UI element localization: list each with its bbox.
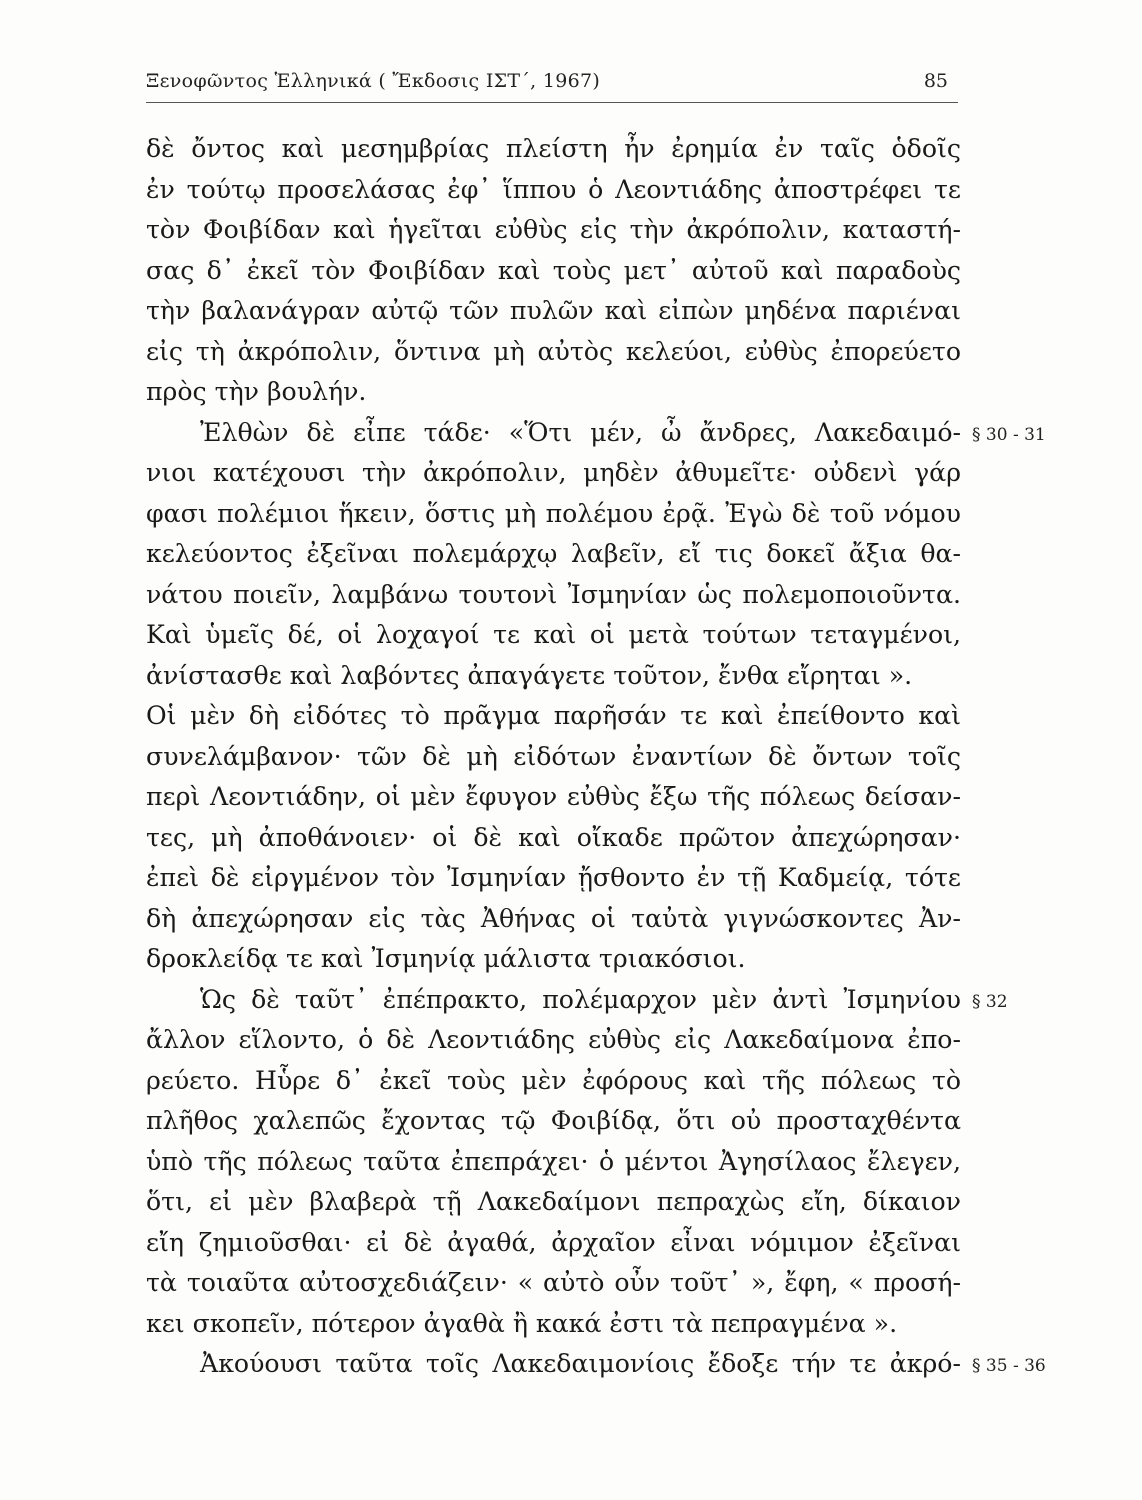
text-line: τὴν βαλανάγραν αὐτῷ τῶν πυλῶν καὶ εἰπὼν μηδένα παριέναι bbox=[146, 296, 961, 325]
text-line: κει σκοπεῖν, πότερον ἀγαθὰ ἢ κακά ἐστι τὰ πεπραγμένα ». bbox=[146, 1308, 898, 1338]
book-title: Ξενοφῶντος Ἑλληνικά ( Ἔκδοσις ΙΣΤ΄, 1967) bbox=[146, 70, 601, 92]
text-line: φασι πολέμιοι ἥκειν, ὅστις μὴ πολέμου ἐρᾷ. Ἐγὼ δὲ τοῦ νόμου bbox=[146, 498, 961, 528]
section-marker: § 30 - 31 bbox=[972, 424, 1046, 445]
text-line: δὲ ὄντος καὶ μεσημβρίας πλείστη ἦν ἐρημία ἐν ταῖς ὁδοῖς bbox=[146, 134, 961, 163]
text-line: νάτου ποιεῖν, λαμβάνω τουτονὶ Ἰσμηνίαν ὡς πολεμοποιοῦντα. bbox=[146, 579, 961, 609]
section-marker: § 35 - 36 bbox=[972, 1356, 1046, 1376]
text-line: σας δ᾽ ἐκεῖ τὸν Φοιβίδαν καὶ τοὺς μετ᾽ αὐτοῦ καὶ παραδοὺς bbox=[146, 255, 961, 285]
page-number: 85 bbox=[923, 70, 948, 92]
text-line: ἄλλον εἵλοντο, ὁ δὲ Λεοντιάδης εὐθὺς εἰς Λακεδαίμονα ἐπο- bbox=[146, 1025, 961, 1054]
text-line: τὸν Φοιβίδαν καὶ ἡγεῖται εὐθὺς εἰς τὴν ἀκρόπολιν, καταστή- bbox=[146, 215, 961, 244]
text-line: τες, μὴ ἀποθάνοιεν· οἱ δὲ καὶ οἴκαδε πρῶτον ἀπεχώρησαν· bbox=[146, 822, 961, 852]
text-line: Καὶ ὑμεῖς δέ, οἱ λοχαγοί τε καὶ οἱ μετὰ τούτων τεταγμένοι, bbox=[146, 620, 961, 649]
section-marker: § 32 bbox=[972, 991, 1008, 1012]
text-line: Ἀκούουσι ταῦτα τοῖς Λακεδαιμονίοις ἔδοξε τήν τε ἀκρό- bbox=[200, 1349, 961, 1378]
text-line: πρὸς τὴν βουλήν. bbox=[146, 377, 367, 406]
text-line: ρεύετο. Ηὗρε δ᾽ ἐκεῖ τοὺς μὲν ἐφόρους καὶ τῆς πόλεως τὸ bbox=[146, 1065, 961, 1095]
text-line: ἐπεὶ δὲ εἰργμένον τὸν Ἰσμηνίαν ᾔσθοντο ἐν τῇ Καδμείᾳ, τότε bbox=[146, 863, 961, 892]
text-line: ὑπὸ τῆς πόλεως ταῦτα ἐπεπράχει· ὁ μέντοι Ἀγησίλαος ἔλεγεν, bbox=[146, 1146, 961, 1176]
text-line: Οἱ μὲν δὴ εἰδότες τὸ πρᾶγμα παρῆσάν τε καὶ ἐπείθοντο καὶ bbox=[146, 701, 961, 730]
text-line: ὅτι, εἰ μὲν βλαβερὰ τῇ Λακεδαίμονι πεπραχὼς εἴη, δίκαιον bbox=[146, 1187, 961, 1216]
text-line: εἰς τὴ ἀκρόπολιν, ὅντινα μὴ αὐτὸς κελεύοι, εὐθὺς ἐπορεύετο bbox=[146, 336, 961, 366]
text-line: εἴη ζημιοῦσθαι· εἰ δὲ ἀγαθά, ἀρχαῖον εἶναι νόμιμον ἐξεῖναι bbox=[146, 1227, 961, 1257]
text-line: περὶ Λεοντιάδην, οἱ μὲν ἔφυγον εὐθὺς ἔξω τῆς πόλεως δείσαν- bbox=[146, 782, 961, 811]
text-line: Ἐλθὼν δὲ εἶπε τάδε· «Ὅτι μέν, ὦ ἄνδρες, Λακεδαιμό- bbox=[200, 417, 961, 447]
text-line: δὴ ἀπεχώρησαν εἰς τὰς Ἀθήνας οἱ ταὐτὰ γιγνώσκοντες Ἀν- bbox=[146, 903, 961, 933]
text-line: δροκλείδᾳ τε καὶ Ἰσμηνίᾳ μάλιστα τριακόσιοι. bbox=[146, 944, 746, 973]
text-line: πλῆθος χαλεπῶς ἔχοντας τῷ Φοιβίδᾳ, ὅτι οὐ προσταχθέντα bbox=[146, 1106, 961, 1135]
text-line: ἐν τούτῳ προσελάσας ἐφ᾽ ἵππου ὁ Λεοντιάδης ἀποστρέφει τε bbox=[146, 174, 961, 204]
text-line: ἀνίστασθε καὶ λαβόντες ἀπαγάγετε τοῦτον, ἔνθα εἴρηται ». bbox=[146, 660, 913, 690]
text-line: κελεύοντος ἐξεῖναι πολεμάρχῳ λαβεῖν, εἴ τις δοκεῖ ἄξια θα- bbox=[146, 539, 961, 568]
text-line: Ὡς δὲ ταῦτ᾽ ἐπέπρακτο, πολέμαρχον μὲν ἀντὶ Ἰσμηνίου bbox=[200, 984, 961, 1014]
text-line: τὰ τοιαῦτα αὐτοσχεδιάζειν· « αὐτὸ οὖν τοῦτ᾽ », ἔφη, « προσή- bbox=[146, 1268, 961, 1297]
text-line: νιοι κατέχουσι τὴν ἀκρόπολιν, μηδὲν ἀθυμεῖτε· οὐδενὶ γάρ bbox=[146, 458, 961, 487]
text-line: συνελάμβανον· τῶν δὲ μὴ εἰδότων ἐναντίων δὲ ὄντων τοῖς bbox=[146, 741, 961, 771]
